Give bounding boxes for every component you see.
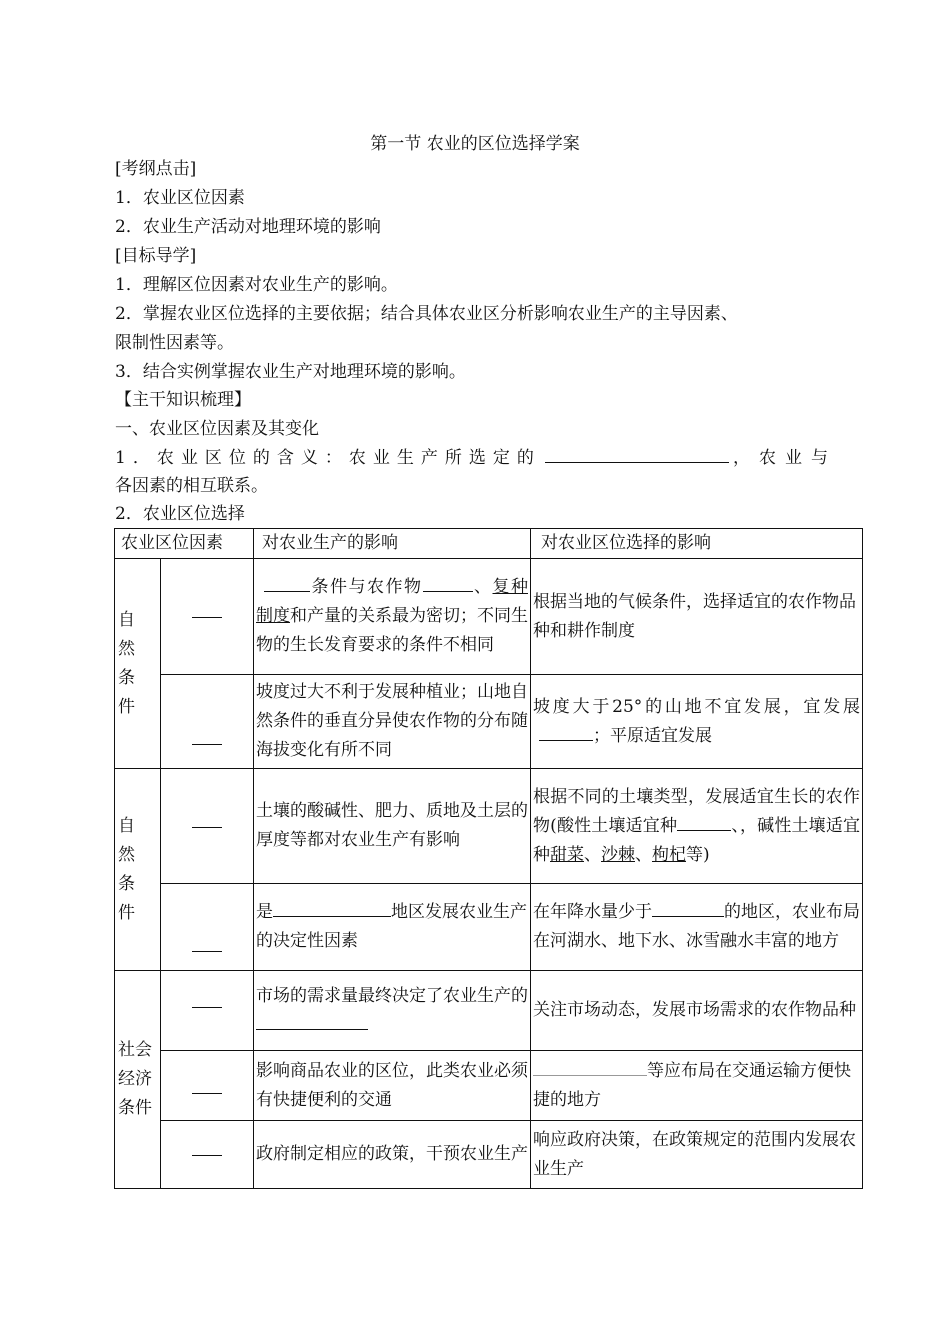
- factor-blank[interactable]: [192, 615, 222, 618]
- choice-cell: [531, 884, 863, 971]
- impact-cell: [254, 559, 531, 675]
- factor-blank-cell: [161, 971, 254, 1051]
- table-row: [115, 769, 863, 884]
- factor-blank[interactable]: [192, 1153, 222, 1156]
- choice-text: 根据不同的土壤类型，发展适宜生长的农作物(酸性土壤适宜种: [533, 786, 860, 836]
- choice-text: 坡度大于25°的山地不宜发展，宜发展: [533, 696, 860, 717]
- category-label: 自然条件: [118, 609, 135, 717]
- factor-blank-cell: [161, 884, 254, 971]
- factor-blank-cell: [161, 675, 254, 769]
- choice-cell: [531, 1051, 863, 1121]
- question-1-line-2: 各因素的相互联系。: [115, 476, 268, 496]
- impact-text: 市场的需求量最终决定了农业生产的: [256, 985, 528, 1006]
- choice-text: ；平原适宜发展: [593, 725, 712, 746]
- choice-cell: 根据当地的气候条件，选择适宜的农作物品种和耕作制度: [531, 559, 863, 675]
- choice-text: 等): [686, 844, 710, 865]
- impact-cell: 坡度过大不利于发展种植业；山地自然条件的垂直分异使农作物的分布随海拔变化有所不同: [254, 675, 531, 769]
- factor-blank-cell: [161, 769, 254, 884]
- table-header-row: [115, 529, 863, 559]
- impact-blank-2[interactable]: [423, 573, 473, 592]
- choice-text: 、: [635, 844, 652, 865]
- impact-cell: 政府制定相应的政策，干预农业生产: [254, 1121, 531, 1189]
- factor-blank[interactable]: [192, 949, 222, 952]
- question-1-suffix: ，农业与: [733, 448, 837, 468]
- impact-blank[interactable]: [256, 1011, 368, 1030]
- choice-blank[interactable]: [677, 812, 731, 831]
- factor-blank[interactable]: [192, 1091, 222, 1094]
- question-1-blank[interactable]: [545, 444, 729, 463]
- table-row: [115, 1051, 863, 1121]
- choice-blank[interactable]: [533, 1057, 647, 1076]
- location-factors-table: [114, 528, 863, 1189]
- impact-cell: [254, 971, 531, 1051]
- impact-blank[interactable]: [273, 898, 391, 917]
- question-1-prefix: 1．农业区位的含义：农业生产所选定的: [115, 448, 541, 468]
- table-row: [115, 971, 863, 1051]
- impact-underlined: 复种制度: [256, 577, 528, 626]
- goal-item-2-cont: 限制性因素等。: [115, 333, 234, 353]
- choice-text: 的地区，农业布局在河湖水、地下水、冰雪融水丰富的地方: [533, 902, 860, 951]
- factor-blank-cell: [161, 1121, 254, 1189]
- choice-cell: [531, 675, 863, 769]
- choice-underlined: 枸杞: [652, 844, 686, 865]
- impact-blank-1[interactable]: [264, 573, 310, 592]
- impact-text: 是: [256, 902, 273, 922]
- factor-blank[interactable]: [192, 825, 222, 828]
- choice-underlined: 甜菜: [550, 844, 584, 865]
- choice-blank[interactable]: [652, 898, 724, 917]
- impact-text: 、: [472, 577, 493, 597]
- question-2: 2．农业区位选择: [115, 504, 245, 524]
- choice-text: 在年降水量少于: [533, 902, 652, 922]
- table-row: [115, 559, 863, 675]
- header-factor: 农业区位因素: [115, 529, 254, 559]
- factor-blank[interactable]: [192, 742, 222, 745]
- syllabus-item-2: 2．农业生产活动对地理环境的影响: [115, 217, 381, 237]
- choice-blank[interactable]: [539, 722, 593, 741]
- category-natural-1: [115, 559, 161, 769]
- impact-cell: [254, 884, 531, 971]
- factor-blank[interactable]: [192, 1005, 222, 1008]
- section-1-heading: 一、农业区位因素及其变化: [115, 419, 319, 439]
- choice-text: 等应布局在交通运输方便快捷的地方: [533, 1060, 851, 1110]
- category-label: 社会经济条件: [118, 1040, 152, 1118]
- category-natural-2: [115, 769, 161, 971]
- goals-heading: [目标导学]: [115, 246, 197, 266]
- syllabus-heading: [考纲点击]: [115, 159, 197, 179]
- impact-cell: 影响商品农业的区位，此类农业必须有快捷便利的交通: [254, 1051, 531, 1121]
- table-row: [115, 1121, 863, 1189]
- impact-cell: 土壤的酸碱性、肥力、质地及土层的厚度等都对农业生产有影响: [254, 769, 531, 884]
- impact-text: 和产量的关系最为密切；不同生物的生长发育要求的条件不相同: [256, 606, 528, 655]
- syllabus-item-1: 1．农业区位因素: [115, 188, 245, 208]
- goal-item-3: 3．结合实例掌握农业生产对地理环境的影响。: [115, 362, 466, 382]
- header-impact: 对农业生产的影响: [254, 529, 531, 559]
- knowledge-heading: 【主干知识梳理】: [115, 390, 251, 410]
- goal-item-1: 1．理解区位因素对农业生产的影响。: [115, 275, 398, 295]
- impact-text: 地区发展农业生产的决定性因素: [256, 902, 527, 951]
- header-choice: 对农业区位选择的影响: [531, 529, 863, 559]
- choice-text: 、，碱性土壤适宜种: [533, 815, 861, 865]
- table-row: [115, 675, 863, 769]
- choice-underlined: 沙棘: [601, 844, 635, 865]
- factor-blank-cell: [161, 559, 254, 675]
- choice-cell: 响应政府决策，在政策规定的范围内发展农业生产: [531, 1121, 863, 1189]
- factor-blank-cell: [161, 1051, 254, 1121]
- choice-cell: [531, 769, 863, 884]
- question-1: [115, 444, 837, 473]
- category-socioeconomic: [115, 971, 161, 1189]
- choice-text: 、: [584, 844, 601, 865]
- category-label: 自然条件: [118, 815, 135, 923]
- impact-text: 条件与农作物: [310, 577, 423, 597]
- choice-cell: 关注市场动态，发展市场需求的农作物品种: [531, 971, 863, 1051]
- table-row: [115, 884, 863, 971]
- page-title: 第一节 农业的区位选择学案: [370, 134, 580, 154]
- goal-item-2: 2．掌握农业区位选择的主要依据；结合具体农业区分析影响农业生产的主导因素、: [115, 304, 738, 324]
